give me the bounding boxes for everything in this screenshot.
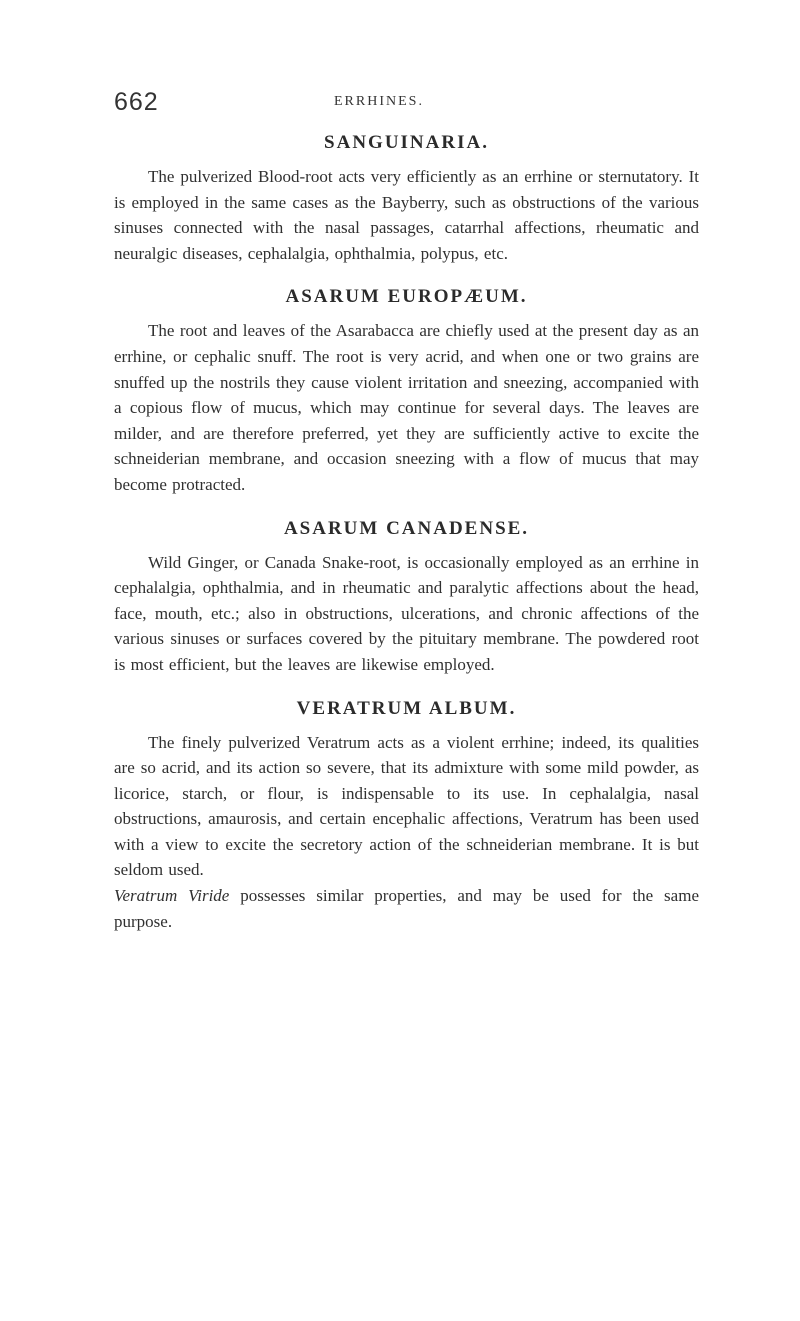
section-title: VERATRUM ALBUM.: [296, 697, 517, 719]
section-title: ASARUM EUROPÆUM.: [285, 286, 528, 308]
section-paragraph: The root and leaves of the Asarabacca are chiefly used at the present day as an errhine, or cephalic snuff. The root is very acrid, and when one or two grains are snuffed up the nostrils they cause violent irritation and sneezing, accompanied with a copious flow of mucus, which may continue for several days. The leaves are milder, and are therefore preferred, yet they are sufficiently active to excite the schneiderian membrane, and occasion sneezing with a flow of mucus that may become protracted.: [114, 321, 699, 494]
section-sanguinaria: [114, 130, 699, 266]
page-number: 662: [114, 88, 159, 116]
section-paragraph: Wild Ginger, or Canada Snake-root, is occasionally employed as an errhine in cephalalgia, ophthalmia, and in rheumatic and paralytic affections about the head, face, mouth, etc.; also in obstructions, ulcerations, and chronic affections of the various sinuses or surfaces covered by the pituitary membrane. The powdered root is most efficient, but the leaves are likewise employed.: [114, 552, 699, 674]
section-title: ASARUM CANADENSE.: [283, 517, 530, 539]
section-asarum-europaeum: [114, 284, 699, 497]
page-content: [114, 130, 699, 934]
italic-term: Veratrum Viride: [114, 886, 230, 906]
running-head: ERRHINES.: [334, 94, 424, 109]
section-paragraph: The finely pulverized Veratrum acts as a violent errhine; indeed, its qualities are so acrid, and its action so severe, that its admixture with some mild powder, as licorice, starch, or flour, is indispensable to its use. In cephalalgia, nasal obstructions, amaurosis, and certain encephalic affections, Veratrum has been used with a view to excite the secretory action of the schneiderian membrane. It is but seldom used.: [114, 732, 699, 880]
section-title: SANGUINARIA.: [324, 132, 489, 153]
section-paragraph: The pulverized Blood-root acts very efficiently as an errhine or sternutatory. It is employed in the same cases as the Bayberry, such as obstructions of the various sinuses connected with the nasal passages, catarrhal affections, rheumatic and neuralgic diseases, cephalalgia, ophthalmia, polypus, etc.: [114, 167, 699, 263]
section-veratrum-album: [114, 696, 699, 935]
paragraph-tail: possesses similar properties, and may be used for the same purpose.: [114, 886, 699, 931]
section-asarum-canadense: [114, 516, 699, 678]
section-paragraph-continued: [114, 883, 699, 934]
page-header: [114, 88, 699, 118]
